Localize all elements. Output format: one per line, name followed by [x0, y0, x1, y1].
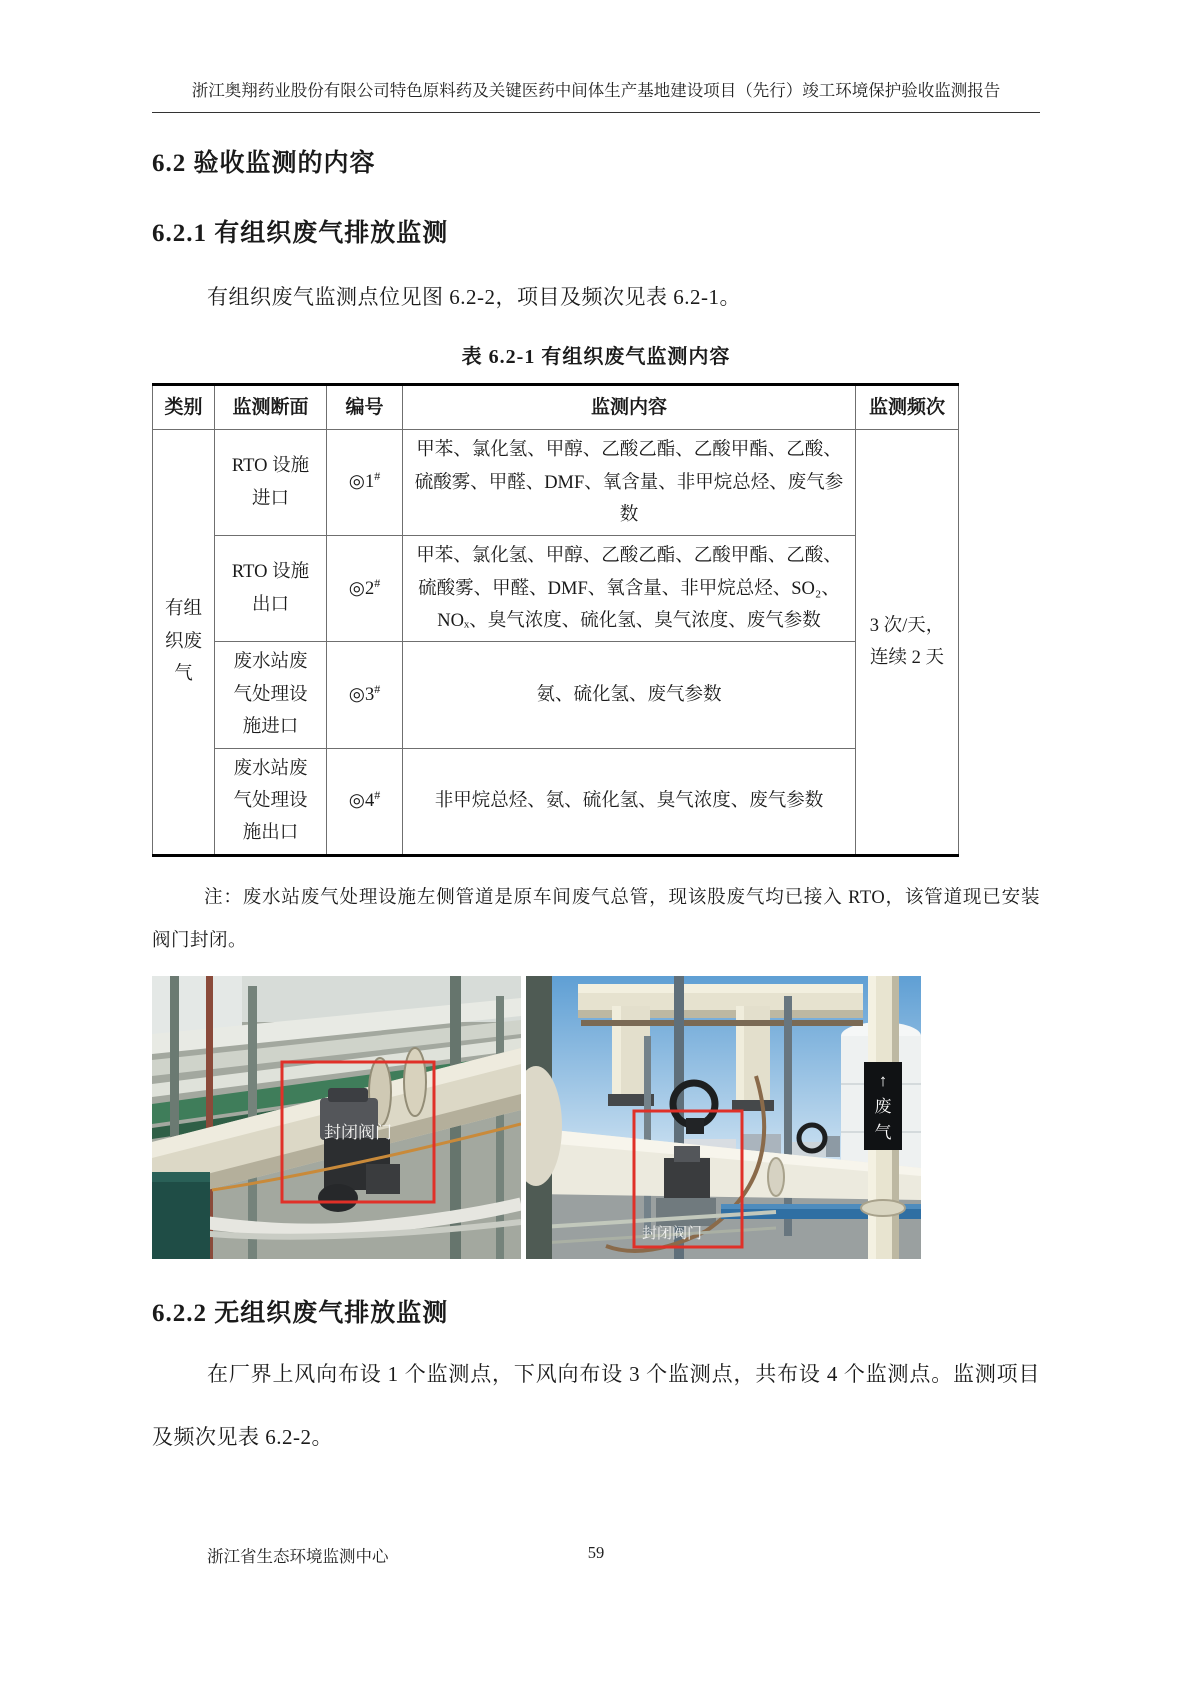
cell-category: 有组织废气	[153, 430, 215, 856]
table-note: 注：废水站废气处理设施左侧管道是原车间废气总管，现该股废气均已接入 RTO，该管道现已安装阀门封闭。	[152, 887, 1040, 952]
code-symbol: ◎3	[348, 684, 375, 705]
stack-arrow-icon: ↑	[878, 1070, 888, 1090]
annotation-label-left: 封闭阀门	[324, 1122, 392, 1142]
page-number: 59	[587, 1543, 605, 1562]
cell-code-4	[327, 748, 403, 855]
code-superscript: #	[374, 787, 381, 802]
photo-right-graphic	[526, 976, 921, 1259]
cell-section-4: 废水站废气处理设施出口	[215, 748, 327, 855]
cell-content-2: 甲苯、氯化氢、甲醇、乙酸乙酯、乙酸甲酯、乙酸、硫酸雾、甲醛、DMF、氧含量、非甲烷总烃、SO₂、NOₓ、臭气浓度、硫化氢、臭气浓度、废气参数	[403, 536, 856, 642]
monitoring-table	[152, 383, 959, 857]
code-symbol: ◎4	[348, 790, 375, 811]
cell-code-1	[327, 430, 403, 536]
table-row	[153, 642, 959, 748]
cell-section-1: RTO 设施进口	[215, 430, 327, 536]
code-superscript: #	[374, 681, 381, 696]
table-row	[153, 430, 959, 536]
cell-section-2: RTO 设施出口	[215, 536, 327, 642]
paragraph-6-2-2: 在厂界上风向布设 1 个监测点，下风向布设 3 个监测点，共布设 4 个监测点。监测项目及频次见表 6.2-2。	[152, 1361, 1040, 1449]
cell-content-1: 甲苯、氯化氢、甲醇、乙酸乙酯、乙酸甲酯、乙酸、硫酸雾、甲醛、DMF、氧含量、非甲烷总烃、废气参数	[403, 430, 856, 536]
header-section: 监测断面	[215, 385, 327, 430]
site-photos	[152, 976, 1040, 1259]
photo-sealed-valve-right	[526, 976, 921, 1259]
code-superscript: #	[374, 575, 381, 590]
section-title-6-2: 6.2 验收监测的内容	[152, 149, 376, 177]
cell-code-3	[327, 642, 403, 748]
stack-label-char-1: 废	[874, 1096, 892, 1116]
cell-code-2	[327, 536, 403, 642]
document-header: 浙江奥翔药业股份有限公司特色原料药及关键医药中间体生产基地建设项目（先行）竣工环境保护验收监测报告	[152, 78, 1040, 113]
header-content: 监测内容	[403, 385, 856, 430]
stack-label-char-2: 气	[874, 1122, 892, 1142]
paragraph-6-2-1: 有组织废气监测点位见图 6.2-2，项目及频次见表 6.2-1。	[207, 284, 741, 309]
table-header-row	[153, 385, 959, 430]
code-symbol: ◎1	[348, 472, 375, 493]
section-title-6-2-2: 6.2.2 无组织废气排放监测	[152, 1299, 449, 1327]
table-row	[153, 748, 959, 855]
code-superscript: #	[374, 469, 381, 484]
photo-sealed-valve-left	[152, 976, 521, 1259]
photo-left-graphic	[152, 976, 521, 1259]
header-code: 编号	[327, 385, 403, 430]
cell-frequency: 3 次/天，连续 2 天	[856, 430, 959, 856]
footer-organization: 浙江省生态环境监测中心	[207, 1547, 389, 1566]
section-title-6-2-1: 6.2.1 有组织废气排放监测	[152, 219, 449, 247]
header-frequency: 监测频次	[856, 385, 959, 430]
table-caption: 表 6.2-1 有组织废气监测内容	[461, 346, 731, 369]
header-category: 类别	[153, 385, 215, 430]
cell-content-3: 氨、硫化氢、废气参数	[403, 642, 856, 748]
cell-section-3: 废水站废气处理设施进口	[215, 642, 327, 748]
cell-content-4: 非甲烷总烃、氨、硫化氢、臭气浓度、废气参数	[403, 748, 856, 855]
annotation-label-right: 封闭阀门	[642, 1225, 703, 1242]
table-row	[153, 536, 959, 642]
code-symbol: ◎2	[348, 578, 375, 599]
